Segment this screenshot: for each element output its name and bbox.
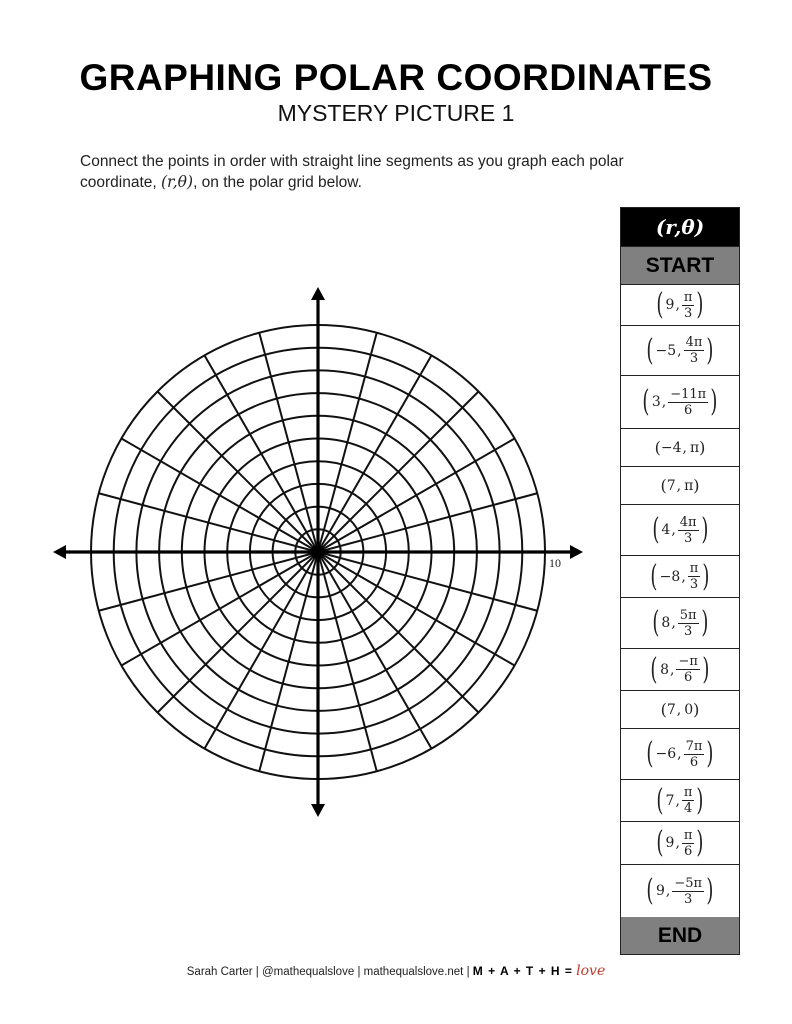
grid-ray bbox=[318, 552, 537, 611]
coordinates-table bbox=[620, 207, 740, 955]
grid-ray bbox=[121, 439, 318, 553]
footer-love: love bbox=[576, 963, 606, 979]
start-marker: START bbox=[621, 247, 739, 285]
coordinate-value: ( 8 , $\frac{5\pi}{3}$ ) bbox=[652, 605, 708, 640]
coordinate-row bbox=[621, 376, 739, 429]
grid-ray bbox=[259, 333, 318, 552]
coordinate-value: ( 3 , $\frac{-11\pi}{6}$ ) bbox=[642, 384, 718, 419]
coordinate-row bbox=[621, 598, 739, 649]
coordinate-value: ( 7 , 0 ) bbox=[660, 699, 700, 719]
coordinate-value: ( −8 , $\frac{\pi}{3}$ ) bbox=[650, 558, 710, 594]
coordinate-value: ( 4 , $\frac{4\pi}{3}$ ) bbox=[652, 512, 708, 547]
footer-brand: M + A + T + H = bbox=[472, 964, 573, 978]
coordinate-value: ( −5 , $\frac{4\pi}{3}$ ) bbox=[646, 332, 714, 368]
instructions-math: (r,θ) bbox=[161, 173, 194, 191]
grid-ray bbox=[121, 552, 318, 666]
footer-sep: | bbox=[466, 966, 470, 978]
coordinate-row bbox=[621, 649, 739, 691]
coordinate-row bbox=[621, 505, 739, 556]
arrow-up-icon bbox=[311, 287, 325, 300]
grid-ray bbox=[318, 493, 537, 552]
coordinate-row bbox=[621, 822, 739, 865]
coordinate-rows bbox=[621, 285, 739, 917]
coordinate-value: ( −4 , π ) bbox=[654, 437, 706, 457]
coordinate-value: ( 9 , $\frac{\pi}{6}$ ) bbox=[656, 825, 704, 860]
footer-author: Sarah Carter bbox=[186, 966, 253, 978]
grid-ray bbox=[259, 552, 318, 771]
coordinate-row bbox=[621, 780, 739, 822]
arrow-left-icon bbox=[53, 545, 66, 559]
instructions-text-1: Connect the points in order with straight line segments as you graph each polar coordinate, bbox=[80, 153, 624, 191]
pole-point bbox=[311, 545, 325, 559]
grid-ray bbox=[205, 355, 319, 552]
arrow-right-icon bbox=[570, 545, 583, 559]
end-marker: END bbox=[621, 917, 739, 954]
grid-ray bbox=[318, 552, 515, 666]
grid-ray bbox=[99, 493, 318, 552]
grid-ray bbox=[318, 355, 432, 552]
coordinate-row bbox=[621, 691, 739, 729]
coordinate-value: ( −6 , $\frac{7\pi}{6}$ ) bbox=[646, 736, 714, 771]
coordinate-row bbox=[621, 285, 739, 326]
footer-site: mathequalslove.net bbox=[363, 966, 464, 978]
instructions-text-2: , on the polar grid below. bbox=[193, 174, 362, 191]
footer-sep: | bbox=[255, 966, 259, 978]
coordinate-value: ( 7 , $\frac{\pi}{4}$ ) bbox=[656, 782, 704, 818]
grid-ray bbox=[318, 552, 432, 749]
coordinate-row bbox=[621, 429, 739, 467]
footer bbox=[0, 963, 792, 979]
grid-ray bbox=[99, 552, 318, 611]
arrow-down-icon bbox=[311, 804, 325, 817]
coordinate-value: ( 9 , $\frac{\pi}{3}$ ) bbox=[656, 287, 704, 322]
coordinate-value: ( 9 , $\frac{-5\pi}{3}$ ) bbox=[646, 873, 714, 908]
grid-ray bbox=[318, 552, 377, 771]
page-subtitle: MYSTERY PICTURE 1 bbox=[277, 100, 515, 126]
coordinate-row bbox=[621, 326, 739, 376]
grid-ray bbox=[205, 552, 319, 749]
coordinate-row bbox=[621, 865, 739, 917]
coordinate-value: ( 7 , π ) bbox=[660, 475, 700, 495]
coordinate-value: ( 8 , $\frac{-\pi}{6}$ ) bbox=[650, 651, 710, 687]
grid-ray bbox=[318, 333, 377, 552]
footer-handle: @mathequalslove bbox=[262, 966, 355, 978]
table-header: (r,θ) bbox=[621, 208, 739, 247]
grid-ray bbox=[318, 439, 515, 553]
radius-max-label: 10 bbox=[549, 556, 561, 570]
coordinate-row bbox=[621, 729, 739, 780]
page-title: GRAPHING POLAR COORDINATES bbox=[79, 57, 713, 98]
coordinate-row bbox=[621, 467, 739, 505]
coordinate-row bbox=[621, 556, 739, 598]
footer-sep: | bbox=[357, 966, 361, 978]
